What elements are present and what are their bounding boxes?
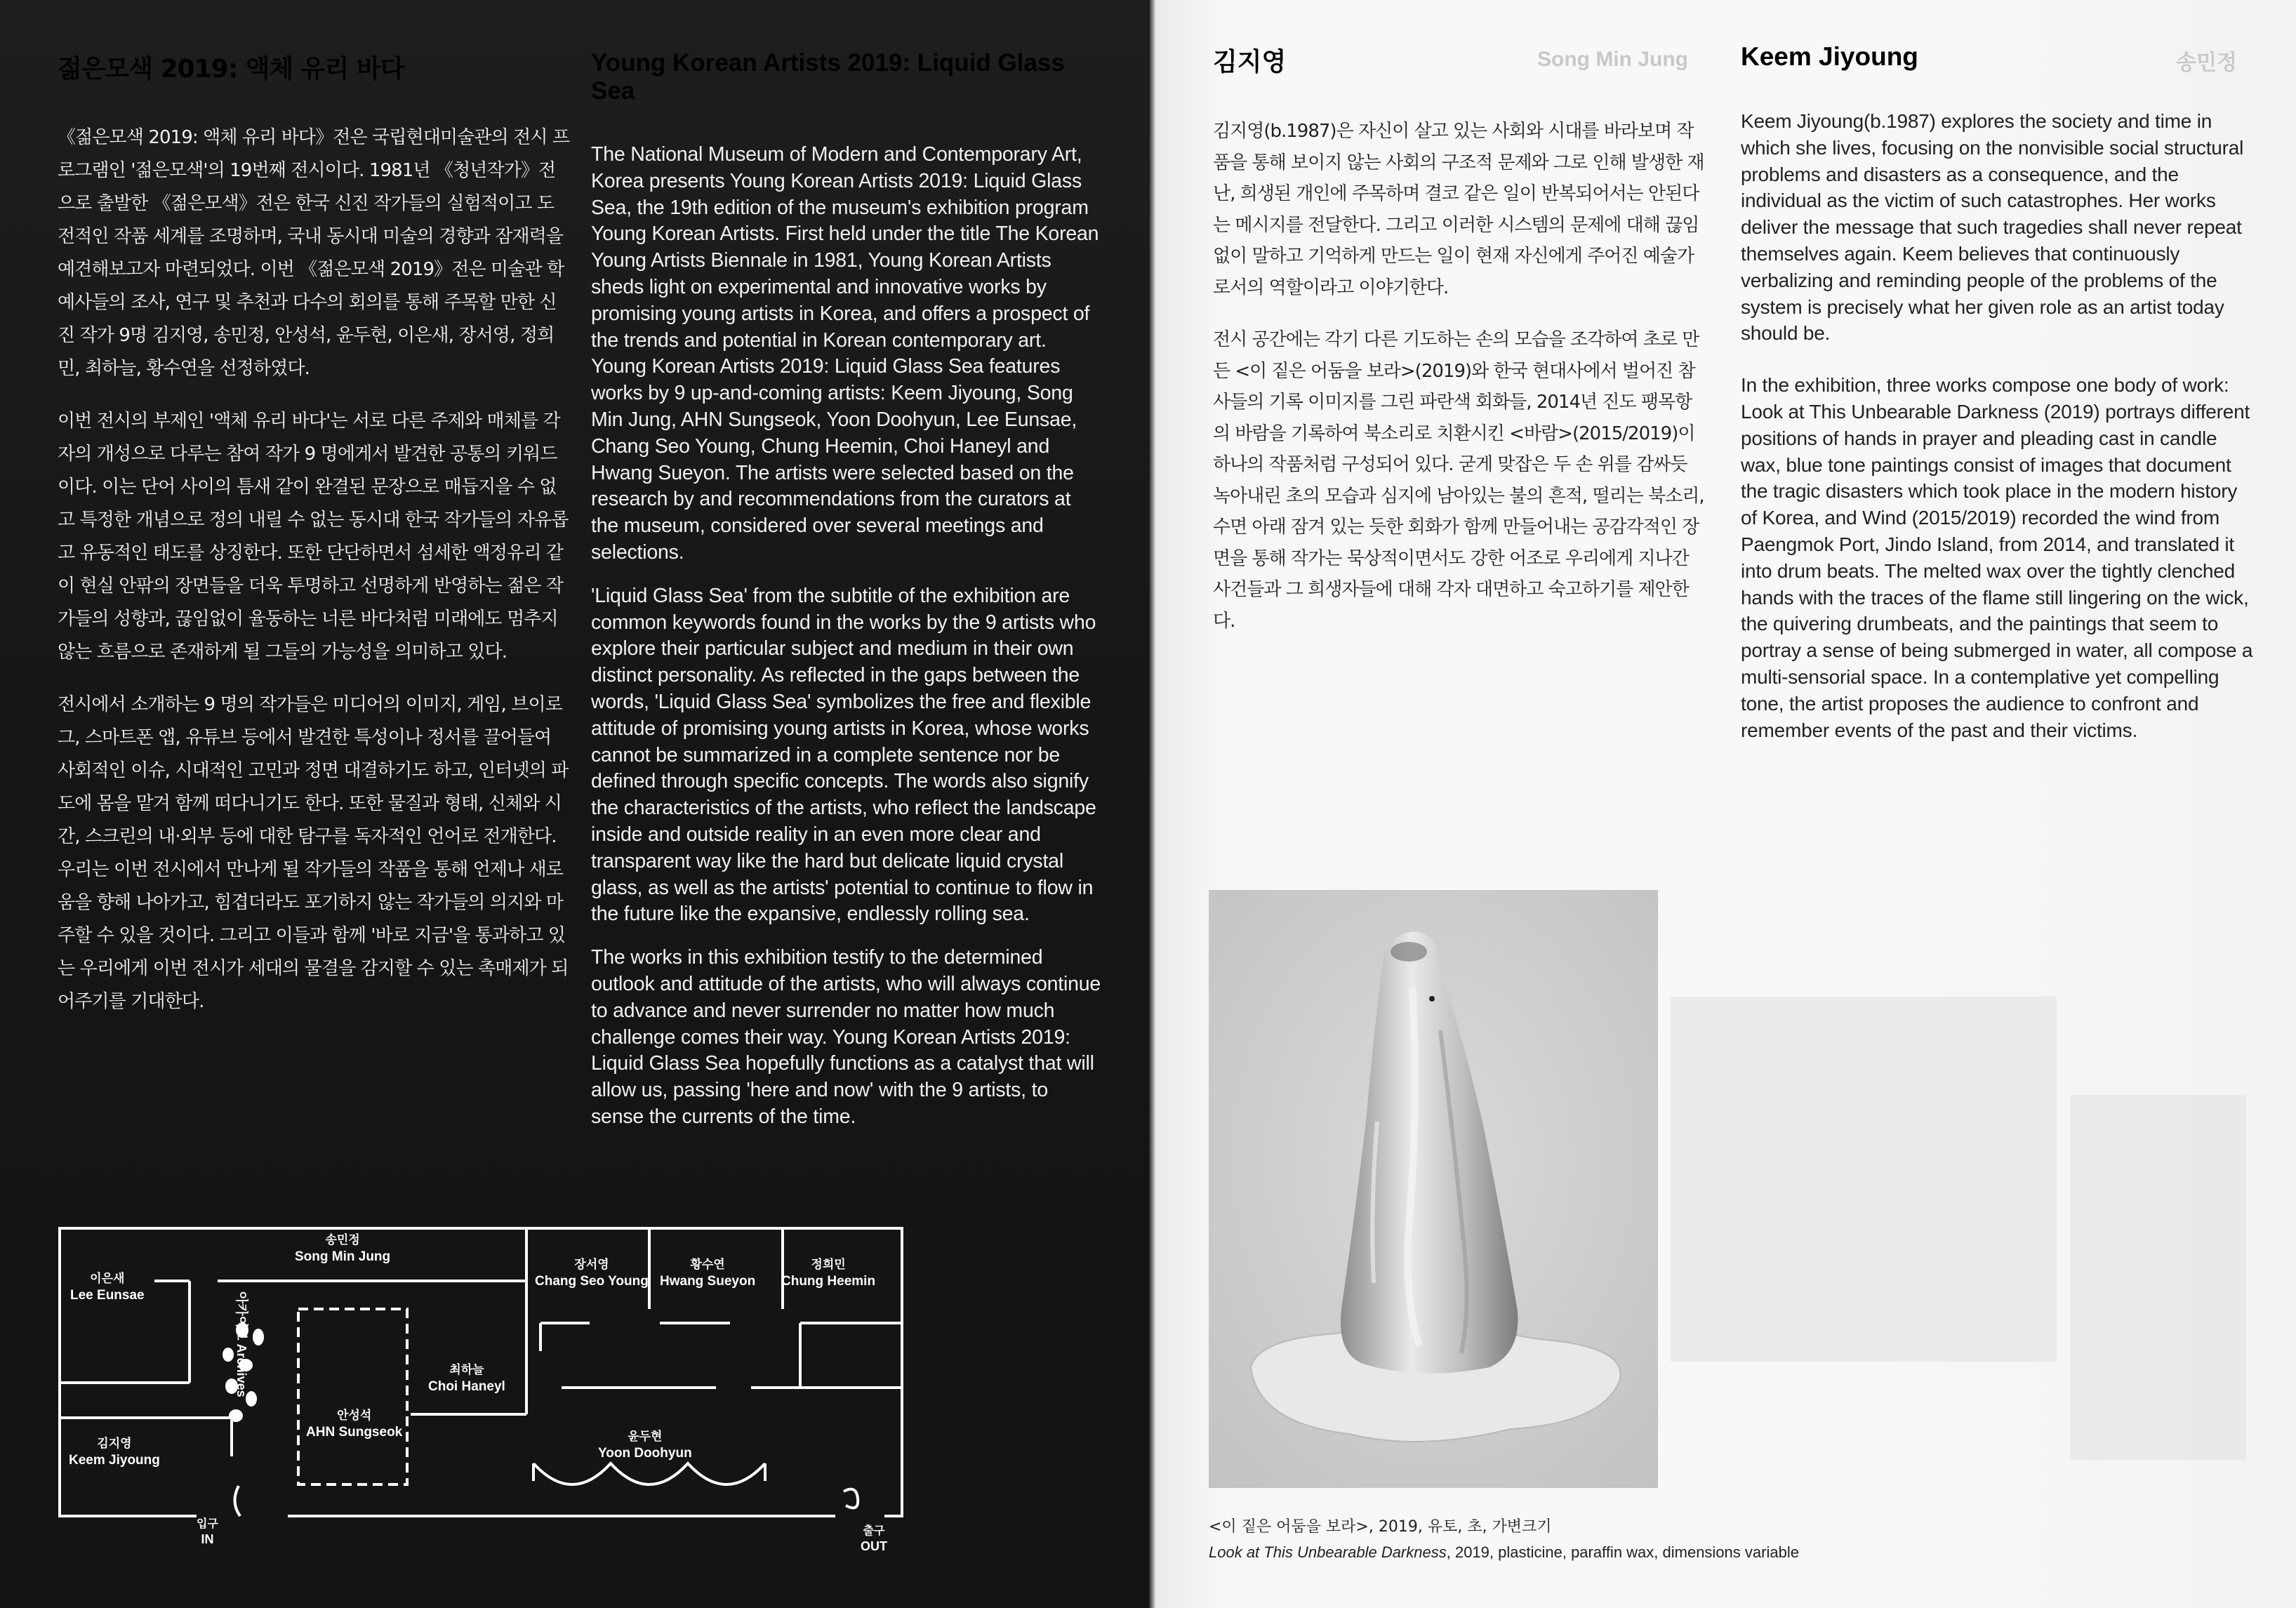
english-exhibition-title: Young Korean Artists 2019: Liquid Glass Sea [591, 49, 1065, 105]
room-yoon-doohyun [598, 1428, 692, 1462]
exit-label-ko: 출구 [863, 1524, 885, 1537]
show-through-image [1671, 997, 2057, 1362]
show-through-image [2071, 1095, 2246, 1460]
caption-korean: <이 짙은 어둠을 보라>, 2019, 유토, 초, 가변크기 [1209, 1518, 1552, 1536]
room-label-en: Yoon Doohyun [598, 1446, 692, 1461]
room-song-min-jung [295, 1232, 390, 1265]
room-keem-jiyoung [69, 1435, 160, 1469]
english-artist-paragraph: In the exhibition, three works compose one body of work: Look at This Unbearable Darkness (2019) portrays different positions of hands in prayer and pleading cast in candle wax, blue tone paintings consist of images that document the tragic disasters which took place in the modern history of Korea, and Wind (2015/2019) recorded the wind from Paengmok Port, Jindo Island, from 2014, and translated it into drum beats. The melted wax over the tightly clenched hands with the traces of the flame still lingering on the wick, the quivering drumbeats, and the paintings that seem to portray a sense of being submerged in water, all compose a multi-sensorial space. In a contemplative yet compelling tone, the artist proposes the audience to confront and remember events of the past and their victims. [1741, 374, 2253, 741]
english-paragraph: The works in this exhibition testify to the determined outlook and attitude of the artists, who will always continue to advance and never surrender no matter how much challenge comes their way. Young Korean Artists 2019: Liquid Glass Sea hopefully functions as a catalyst that will allow us, passing 'here and now' with the 9 artists, to sense the currents of the time. [591, 946, 1101, 1128]
page-spine [1148, 0, 1155, 1608]
left-english-column [591, 49, 1103, 1148]
wax-sculpture-image [1209, 890, 1658, 1488]
room-lee-eunsae [70, 1270, 145, 1304]
room-label-en: Choi Haneyl [428, 1379, 505, 1394]
ghost-title-ko: 송민정 [2176, 51, 2237, 74]
room-label-ko: 장서영 [574, 1258, 609, 1272]
english-artist-paragraph: Keem Jiyoung(b.1987) explores the society and time in which she lives, focusing on the nonvisible social structural problems and disasters as a consequence, and the individual as the victim of such catastrophes. Her works deliver the message that such tragedies shall never repeat themselves again. Keem believes that continuously verbalizing and reminding people of the problems of the system is precisely what her given role as an artist today should be. [1741, 110, 2244, 345]
room-label-ko: 황수연 [690, 1258, 725, 1272]
room-chung-heemin [781, 1256, 875, 1290]
right-english-column [1741, 42, 2253, 769]
korean-artist-paragraph: 전시 공간에는 각기 다른 기도하는 손의 모습을 조각하여 초로 만든 <이 짙은 어둠을 보라>(2019)와 한국 현대사에서 벌어진 참사들의 기록 이미지를 그린 파란색 회화들, 2014년 진도 팽목항의 바람을 기록하여 북소리로 치환시킨 <바람>(2015/2019)이 하나의 작품처럼 구성되어 있다. 굳게 맞잡은 두 손 위를 감싸듯 녹아내린 초의 모습과 심지에 남아있는 불의 흔적, 떨리는 북소리, 수면 아래 잠겨 있는 듯한 회화가 함께 만들어내는 공감각적인 장면을 통해 작가는 묵상적이면서도 강한 어조로 우리에게 지나간 사건들과 그 희생자들에 대해 각자 대면하고 숙고하기를 제안한다. [1213, 329, 1704, 632]
room-label-en: Hwang Sueyon [660, 1274, 756, 1289]
korean-artist-paragraph: 김지영(b.1987)은 자신이 살고 있는 사회와 시대를 바라보며 작품을 통해 보이지 않는 사회의 구조적 문제와 그로 인해 발생한 재난, 희생된 개인에 주목하며 결코 같은 일이 반복되어서는 안된다는 메시지를 전달한다. 그리고 이러한 시스템의 문제에 대해 끊임없이 말하고 기억하게 만드는 일이 현재 자신에게 주어진 예술가로서의 역할이라고 이야기한다. [1213, 121, 1704, 298]
ghost-title-en: Song Min Jung [1537, 48, 1688, 71]
room-label-ko: 이은새 [90, 1272, 125, 1286]
room-hwang-sueyon [660, 1256, 755, 1290]
artwork-photo [1209, 890, 1658, 1488]
room-label-en: Song Min Jung [295, 1249, 391, 1264]
artist-name-ko: 김지영 [1213, 48, 1287, 77]
room-label-en: Lee Eunsae [70, 1288, 145, 1303]
artwork-caption [1209, 1515, 1911, 1565]
room-label-en: AHN Sungseok [306, 1425, 403, 1440]
exit-label [861, 1523, 887, 1554]
left-korean-column [58, 49, 570, 1038]
korean-paragraph: 이번 전시의 부제인 '액체 유리 바다'는 서로 다른 주제와 매체를 각자의 개성으로 다루는 참여 작가 9 명에게서 발견한 공통의 키워드이다. 이는 단어 사이의 틈새 같이 완결된 문장으로 매듭지을 수 없고 특정한 개념으로 정의 내릴 수 없는 동시대 한국 작가들의 자유롭고 유동적인 태도를 상징한다. 또한 단단하면서 섬세한 액정유리 같이 현실 안팎의 장면들을 더욱 투명하고 선명하게 반영하는 젊은 작가들의 성향과, 끊임없이 율동하는 너른 바다처럼 미래에도 멈추지 않는 흐름으로 존재하게 될 그들의 가능성을 의미하고 있다. [58, 411, 569, 663]
caption-work-title: Look at This Unbearable Darkness [1209, 1543, 1447, 1561]
room-label-ko: 윤두현 [628, 1430, 663, 1444]
entrance-label-ko: 입구 [197, 1517, 218, 1530]
room-label-en: Chang Seo Young [535, 1274, 649, 1289]
caption-details: , 2019, plasticine, paraffin wax, dimensions variable [1446, 1543, 1799, 1561]
exit-label-en: OUT [861, 1539, 887, 1553]
room-chang-seo-young [535, 1256, 649, 1290]
room-label-ko: 최하늘 [449, 1363, 484, 1377]
korean-paragraph: 전시에서 소개하는 9 명의 작가들은 미디어의 이미지, 게임, 브이로그, 스마트폰 앱, 유튜브 등에서 발견한 특성이나 정서를 끌어들여 사회적인 이슈, 시대적인 고민과 정면 대결하기도 하고, 인터넷의 파도에 몸을 맡겨 함께 떠다니기도 한다. 또한 물질과 형태, 신체와 시간, 스크린의 내·외부 등에 대한 탐구를 독자적인 언어로 전개한다. 우리는 이번 전시에서 만나게 될 작가들의 작품을 통해 언제나 새로움을 향해 나아가고, 힘겹더라도 포기하지 않는 작가들의 의지와 마주할 수 있을 것이다. 그리고 이들과 함께 '바로 지금'을 통과하고 있는 우리에게 이번 전시가 세대의 물결을 감지할 수 있는 촉매제가 되어주기를 기대한다. [58, 694, 569, 1012]
english-paragraph: The National Museum of Modern and Contemporary Art, Korea presents Young Korean Artists 2019: Liquid Glass Sea, the 19th edition of the museum's exhibition program Young Korean Artists. First held under the title The Korean Young Artists Biennale in 1981, Young Korean Artists sheds light on experimental and innovative works by promising young artists in Korea, and offers a prospect of the trends and potential in Korean contemporary art. Young Korean Artists 2019: Liquid Glass Sea features works by 9 up-and-coming artists: Keem Jiyoung, Song Min Jung, AHN Sungseok, Yoon Doohyun, Lee Eunsae, Chang Seo Young, Chung Heemin, Choi Haneyl and Hwang Sueyon. The artists were selected based on the research by and recommendations from the curators at the museum, considered over several meetings and selections. [591, 143, 1099, 564]
english-paragraph: 'Liquid Glass Sea' from the subtitle of the exhibition are common keywords found in the works by the 9 artists who explore their particular subject and medium in their own distinct personality. As reflected in the gaps between the words, 'Liquid Glass Sea' symbolizes the free and flexible attitude of promising young artists in Korea, whose works cannot be summarized in a complete sentence nor be defined through specific concepts. The words also signify the characteristics of the artists, who reflect the landscape inside and outside reality in an even more clear and transparent way like the hard but delicate liquid crystal glass, as well as the artists' potential to continue to flow in the future like the expansive, endlessly rolling sea. [591, 584, 1096, 926]
korean-exhibition-title: 젊은모색 2019: 액체 유리 바다 [58, 55, 404, 84]
room-choi-haneyl [428, 1362, 505, 1395]
room-label-en: Chung Heemin [781, 1274, 876, 1289]
archive-label: 아카이브 Archives [234, 1291, 248, 1397]
room-label-ko: 정희민 [811, 1258, 846, 1272]
entrance-label [197, 1516, 218, 1547]
room-label-ko: 안성석 [336, 1409, 372, 1423]
room-label-ko: 송민정 [325, 1233, 360, 1247]
korean-paragraph: 《젊은모색 2019: 액체 유리 바다》전은 국립현대미술관의 전시 프로그램인 '젊은모색'의 19번째 전시이다. 1981년 《청년작가》전으로 출발한 《젊은모색》전은 한국 신진 작가들의 실험적이고 도전적인 작품 세계를 조명하며, 국내 동시대 미술의 경향과 잠재력을 예견해보고자 마련되었다. 이번 《젊은모색 2019》전은 미술관 학예사들의 조사, 연구 및 추천과 다수의 회의를 통해 주목할 만한 신진 작가 9명 김지영, 송민정, 안성석, 윤두현, 이은새, 장서영, 정희민, 최하늘, 황수연을 선정하였다. [58, 127, 570, 379]
right-korean-column [1213, 42, 1704, 658]
entrance-label-en: IN [201, 1532, 214, 1546]
caption-english [1209, 1540, 1911, 1565]
room-label-en: Keem Jiyoung [69, 1453, 160, 1468]
room-ahn-sungseok [306, 1407, 402, 1441]
artist-name-en: Keem Jiyoung [1741, 42, 1918, 71]
room-label-ko: 김지영 [97, 1437, 132, 1451]
